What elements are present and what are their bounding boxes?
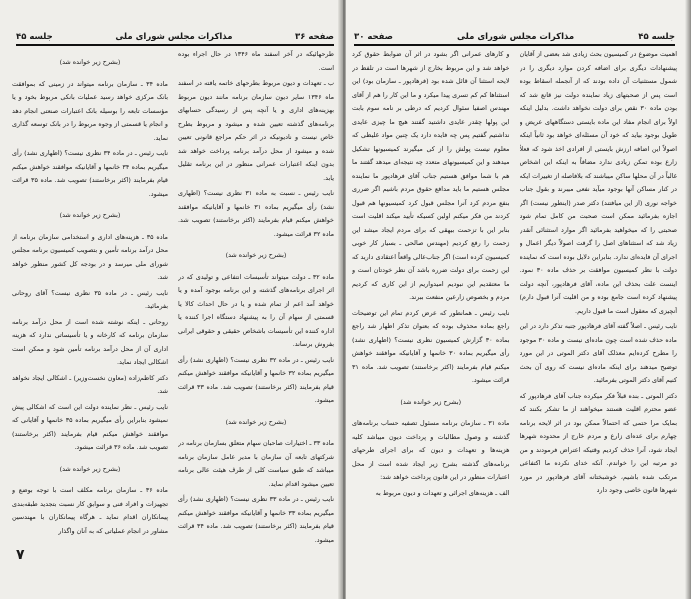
right-page-column-left bbox=[352, 48, 510, 581]
paragraph: ماده ۳۵ ـ هزینه‌های اداری و استخدامی سازمان برنامه از محل درآمد برنامه تأمین و بتصویب کمیسیون برنامه مجلس شورای ملی میرسد و در بودجه کل کشور منظور خواهد شد. bbox=[12, 232, 168, 281]
handwritten-page-mark: ۷ bbox=[16, 547, 25, 563]
left-page-number: صفحه ۳۶ bbox=[295, 32, 334, 42]
paragraph: ماده ۳۱ ـ سازمان برنامه مسئول تصفیه حساب برنامه‌های گذشته و وصول مطالبات و پرداخت دیون میباشد کلیه هزینه‌ها و تعهدات و دیون که برای اجرای طرحهای برنامه‌های گذشته بشرح زیر ایجاد شده است از محل اعتبارات منظور در این قانون پرداخت خواهد شد: bbox=[352, 419, 510, 481]
reading-note: (بشرح زیر خوانده شد) bbox=[59, 58, 121, 66]
paragraph: ماده ۳۴ ـ سازمان برنامه میتواند در زمینی که بموافقت بانک مرکزی خواهد رسید عملیات بانکی مربوط بخود و یا مؤسسات تابعه را بوسیله بانک اعتبارات صنعتی انجام دهد و انجام یا قسمتی از وجوه مربوط را در بانک توسعه گذاری نماید. bbox=[12, 79, 168, 142]
paragraph: نایب رئیس ـ نظر نماینده دولت این است که اشکالی پیش نمیشود بنابراین رأی میگیریم بماده ۳۵ خانمها و آقایانی که موافقند خواهش میکنم قیام بفرمایند (اکثر برخاستند) تصویب شد. ماده ۳۶ قرائت میشود. bbox=[12, 402, 168, 451]
paragraph: نایب رئیس ـ همانطور که عرض کردم تمام این توضیحات راجع بماده محذوف بوده که بعنوان تذکر اظهار شد راجع بماده ۳۰ گزارش کمیسیون نظری نیست؟ (اظهاری نشد) رأی میگیریم بماده ۳۰ خانمها و آقایانیکه موافقند خواهش میکنم قیام بفرمایند (اکثر برخاستند) تصویب شد. ماده ۳۱ قرائت میشود. bbox=[352, 308, 510, 384]
paragraph: نایب رئیس ـ در ماده ۳۵ نظری نیست؟ آقای روحانی بفرمائید. bbox=[12, 288, 168, 310]
page-edge-shadow bbox=[685, 0, 691, 599]
paragraph: روحانی ـ اینکه نوشته شده است از محل درآمد برنامه سازمان برنامه که کارخانه و یا تأسیساتی ندارد که هزینه اداری آن از محل درآمد برنامه تأمین شود و ممکن است اشکالی ایجاد نماید. bbox=[12, 317, 168, 366]
paragraph: طرحهائیکه در آخر اسفند ماه ۱۳۴۶ در حال اجراء بوده است. bbox=[178, 50, 334, 72]
right-session-label: جلسه ۴۵ bbox=[638, 32, 675, 42]
paragraph: نایب رئیس ـ نسبت به ماده ۳۱ نظری نیست؟ (اظهاری نشد) رأی میگیریم بماده ۳۱ خانمها و آقایانیکه موافقند خواهش میکنم قیام بفرمایند (اکثر برخاستند) تصویب شد. ماده ۳۲ قرائت میشود. bbox=[178, 189, 334, 238]
reading-note: (بشرح زیر خوانده شد) bbox=[225, 417, 287, 426]
right-header-title: مذاکرات مجلس شورای ملی bbox=[457, 32, 575, 42]
paragraph: نایب رئیس ـ در ماده ۳۴ نظری نیست؟ (اظهاری نشد) رأی میگیریم بماده ۳۴ خانمها و آقایانیکه موافقند خواهش میکنم قیام بفرمایند (اکثر برخاستند) تصویب شد. ماده ۳۵ قرائت میشود. bbox=[12, 149, 168, 198]
paragraph: نایب رئیس ـ اصلاً گفته آقای فرهادپور جنبه تذکر دارد در این ماده حذف شده است چون ماده‌ای نیست و ماده ۳۰ موجود را مطرح کرده‌ایم معذلک آقای دکتر الموتی در این مورد توضیح میدهند برای اینکه ماده‌ای نیست که روی آن بحث کنیم آقای دکتر الموتی بفرمائید. bbox=[519, 322, 677, 384]
left-page-column-left bbox=[12, 48, 168, 581]
right-page-column-right bbox=[520, 48, 678, 581]
paragraph: نایب رئیس ـ در ماده ۳۳ نظری نیست؟ (اظهاری نشد) رأی میگیریم بماده ۳۳ خانمها و آقایانیکه موافقند خواهش میکنم قیام بفرمایند (اکثر برخاستند) تصویب شد. ماده ۳۴ قرائت میشود. bbox=[178, 495, 334, 544]
right-running-head bbox=[354, 28, 675, 46]
left-page bbox=[0, 0, 342, 599]
paragraph: ماده ۳۶ ـ سازمان برنامه مکلف است با توجه بوضع و تجهیزات و افراد فنی و سوابق کار نسبت بتجدید طبقه‌بندی پیمانکاران اقدام نماید ـ هرگاه پیمانکاران با مهندسین مشاور در انجام عملیاتی که به آنان واگذار bbox=[12, 486, 168, 535]
right-page-columns bbox=[352, 48, 677, 581]
reading-note: (بشرح زیر خوانده شد) bbox=[59, 464, 121, 473]
right-page bbox=[346, 0, 691, 599]
paragraph: دکتر کاظم‌زاده (معاون نخست‌وزیر) ـ اشکالی ایجاد نخواهد شد. bbox=[12, 373, 168, 395]
paragraph: و کارهای عمرانی اگر بشود در اثر آن ضوابط حقوق کرد خواهد شد و این مربوط بخارج از شهرها است در تلفظ در لایحه استثنا آن قائل شده بود (فرهادپور ـ سازمان بود) این استثناها کم کم تسری پیدا میکرد و ما این کار را هم از آقای مهندس اصفیا سئوال کردیم که درطی بر نامه سوم بابت این پولها چقدر عایدی داشتید گفتند هیچ ما چیزی عایدی نداشتیم گفتیم پس چه فایده دارد یک چنین مواد غلیظی که معلوم نیست پولش را از کی میگیرند کمیسیونها تشکیل میدهند و این کمیسیونهای متعدد چه نتیجه‌ای میدهد گفتند ما هم با شما موافق هستیم جناب آقای فرهادپور ما نماینده مجلس هستیم ما باید مدافع حقوق مردم باشیم اگر ضرری بنفع مردم کرد آنرا مجلس قبول کرد کمیسیونها هم قبول کردند من فکر میکنم اولین کسیکه تأیید میکند اقلیت است بنابر این با تزحمت بیهقی که برای مردم ایجاد میشد این زحمت را رفع کردیم (مهندس صالحی ـ بسیار کار خوبی کمیسیون کرده است) اگر جناب‌عالی واقعاً اعتقادی دارید که این زحمت برای دولت ضرره باشد آن نظر خودتان است و ما معتقدیم این نبودیم امیدواریم از این کاری که کردیم مردم و بخصوص زارعین منفعت ببرند. bbox=[352, 50, 510, 301]
left-session-label: جلسه ۴۵ bbox=[16, 32, 53, 42]
paragraph: اهمیت موضوع در کمیسیون بحث زیادی شد بعضی از آقایان پیشنهادات دیگری برای اضافه کردن موارد دیگری را در شمول مستثنیات آن داده بودند که از آنجمله اسقاط بوده است پس از صحبتهای زیاد نماینده دولت نیز قانع شد که بودن ماده ۳۰ نقص برای دولت نخواهد داشت. بدلیل اینکه اولاً برای انجام مفاد این ماده بایستی دستگاههای عریض و طویل بوجود بیاید که خود آن مسئله‌ای خواهد بود ثانیاً اینکه اصولاً این اضافه ارزش بایستی از افرادی اخذ شود که فعلاً زارع بوده تمکن زیادی ندارد مضافاً به اینکه این اشخاص غالباً در آن محلها ساکن میباشند که بلافاصله از تغییرات ایکه در کنار مساکن آنها بوجود میآید نفعی میبرند و بقول جناب خواجه نوری (از این میافتند) دکتر صدر (اینطور نیست) اگر اجازه بفرمائید ممکن است صحبت من کامل تمام شود صحبتی را که میخواهید بفرمائید اگر موارد استثنائی آنقدر زیاد شد که استثناهای اصل را گرفت اصولاً دیگر اعمال و اجرای آن فایده‌ای ندارد. بنابراین دلایل بوده است که نماینده دولت با نظر کمیسیون موافقت بر حذف ماده ۳۰ نمود. اینست علت بحذف این ماده، آقای فرهادپور، آنچه دولت پیشنهاد کرده است جامع بوده و من اقلیت آنرا قبول دارم) آنچیزی که معقول است ما قبول داریم. bbox=[519, 50, 677, 315]
right-page-number: صفحه ۳۰ bbox=[354, 32, 393, 42]
paragraph: نایب رئیس ـ در ماده ۳۲ نظری نیست؟ (اظهاری نشد) رأی میگیریم بماده ۳۲ خانمها و آقایانیکه موافقند خواهش میکنم قیام بفرمایند (اکثر برخاستند) تصویب شد. ماده ۳۳ قرائت میشود. bbox=[178, 355, 334, 404]
left-running-head bbox=[16, 28, 334, 46]
paragraph: ماده ۳۲ ـ دولت میتواند تأسیسات انتفاعی و تولیدی که در اثر اجرای برنامه‌های گذشته و این برنامه بوجود آمده و یا خواهد آمد اعم از تمام شده و یا در حال احداث کالا یا قسمتی از سهام آن را به پیشنهاد دستگاه اجرا کننده یا اداره کننده این تأسیسات باشخاص حقیقی و حقوقی ایرانی بفروش برساند. bbox=[178, 272, 334, 348]
paragraph: دکتر الموتی ـ بنده قبلاً فکر میکرده جناب آقای فرهادپور که عضو محترم اقلیت هستند میخواهند از ما تشکر بکنند که بمایک مرا حتمی که احتمالاً ممکن بود در اثر لایحه برنامه چهارم برای عده‌ای زارع و مردم خارج از محدوده شهرها ایجاد شود، آنرا حذف کردیم وقتیکه اعتراض فرمودند و من دو مرتبه این را خواندم. آنکه خدای نکرده ما اکتفاعی مرتکب شده باشیم، خوشبختانه آقای فرهادپور در مورد شهرها قانون خاصی وجود دارد bbox=[519, 391, 677, 494]
left-header-title: مذاکرات مجلس شورای ملی bbox=[115, 32, 233, 42]
left-page-columns bbox=[12, 48, 334, 581]
paragraph: ب ـ تعهدات و دیون مربوط بطرحهای خاتمه یافته در اسفند ماه ۱۳۴۶ سایر دیون سازمان برنامه مانند دیون مربوط بهزینه‌های اداری و یا آنچه پس از رسیدگی حسابهای برنامه‌های گذشته تعیین شده و میشود و مربوط بطرح خاص نیست و نادیونیکه در اثر حکم مراجع قانونی تعیین شده و میشود از محل درآمد برنامه پرداخت خواهد شد بدون اینکه اعتبارات عمرانی منظور در این برنامه تقلیل یابد. bbox=[178, 79, 334, 182]
paragraph: الف ـ هزینه‌های اجرائی و تعهدات و دیون مربوط به bbox=[375, 488, 510, 497]
reading-note: (بشرح زیر خوانده شد) bbox=[225, 251, 287, 259]
left-page-column-right bbox=[178, 48, 334, 581]
reading-note: (بشرح زیر خوانده شد) bbox=[59, 211, 121, 219]
paragraph: ماده ۳۳ ـ اختیارات صاحبان سهام متعلق بسازمان برنامه در شرکتهای تابعه آن سازمان با مدیر عامل سازمان برنامه میباشد که طبق سیاست کلی از طرف هیئت عالی برنامه تعیین میشود اقدام نماید. bbox=[178, 439, 334, 488]
reading-note: (بشرح زیر خوانده شد) bbox=[400, 397, 462, 406]
